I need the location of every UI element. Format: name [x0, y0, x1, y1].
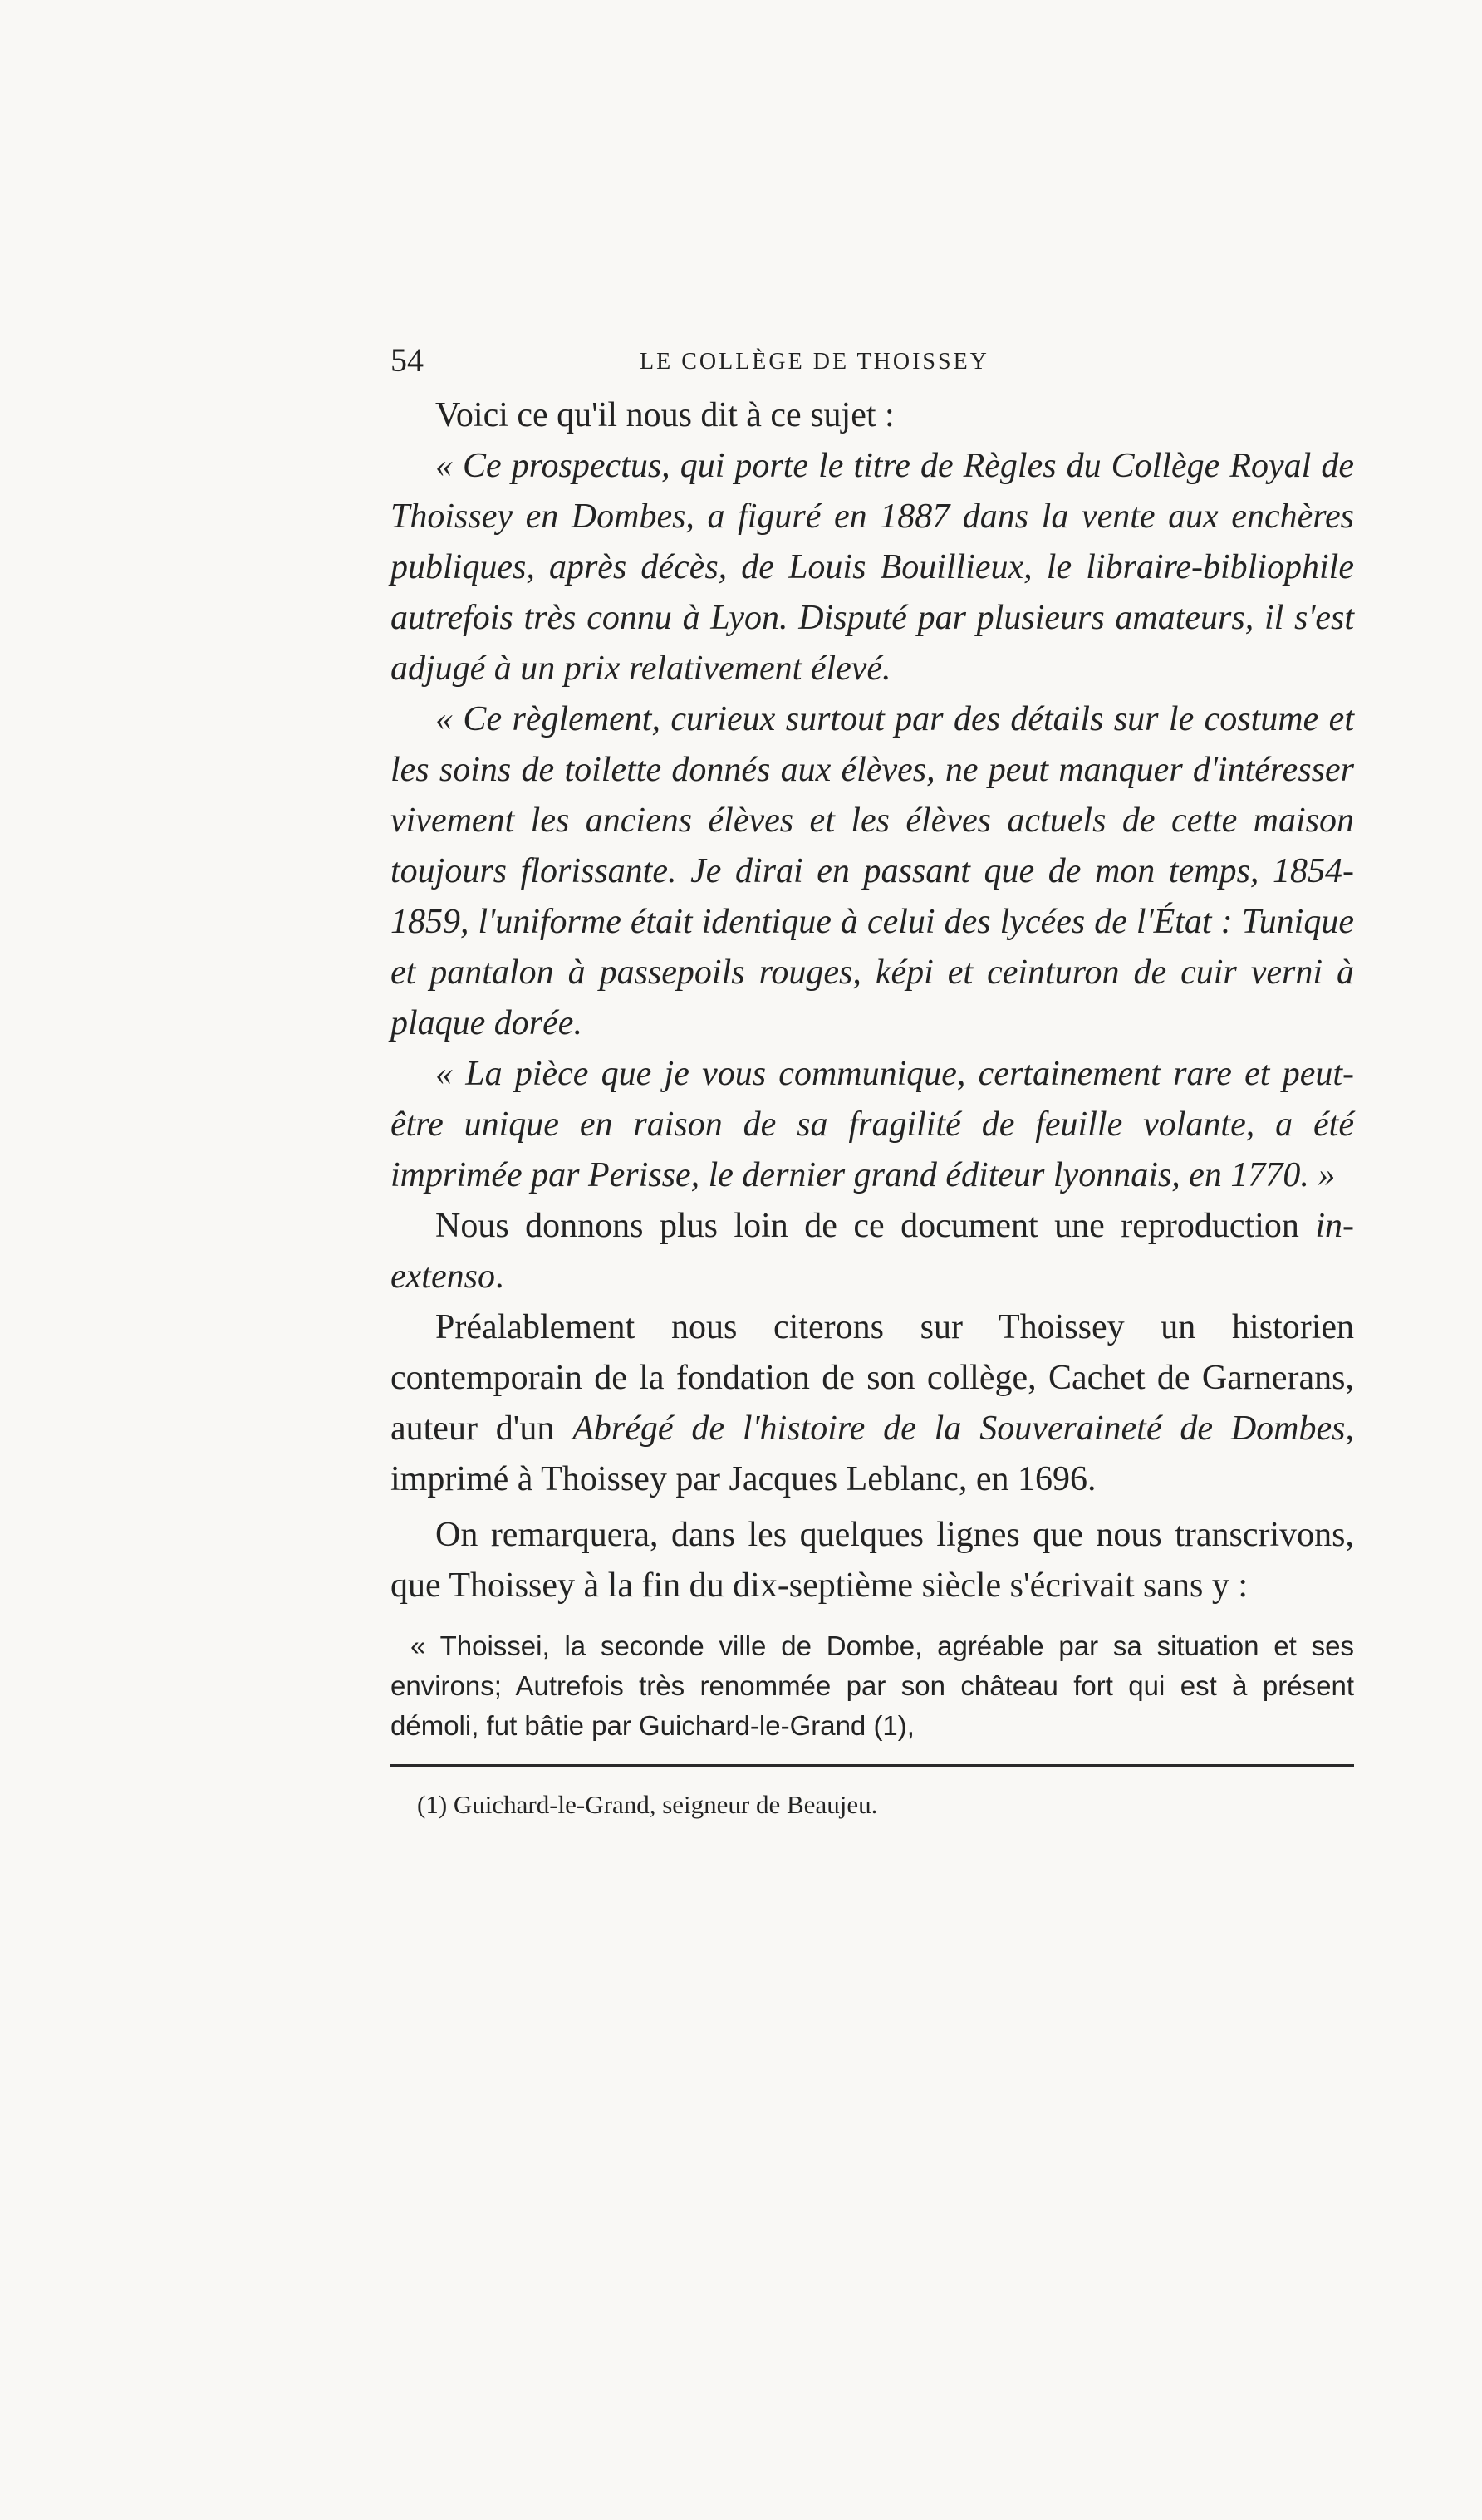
paragraph-remark: On remarquera, dans les quelques lignes que nous transcrivons, que Thoissey à la fin du dix-septième siècle s'écrivait sans y : — [390, 1516, 1354, 1605]
quote-paragraph-3: « La pièce que je vous communique, certainement rare et peut-être unique en raison de sa fragilité de feuille volante, a été imprimée par Perisse, le dernier grand éditeur lyonnais, en 1770. » — [390, 1055, 1354, 1194]
paragraph-reproduction-text: Nous donnons plus loin de ce document une reproduction — [435, 1207, 1316, 1245]
intro-paragraph: Voici ce qu'il nous dit à ce sujet : — [435, 396, 895, 434]
book-title-abrege: Abrégé de l'histoire de la Souveraineté de Dombes, — [572, 1410, 1354, 1448]
quote-paragraph-2: « Ce règlement, curieux surtout par des détails sur le costume et les soins de toilette donnés aux élèves, ne peut manquer d'intéresser vivement les anciens élèves et les élèves actuels de cette maison toujours florissante. Je dirai en passant que de mon temps, 1854-1859, l'uniforme était identique à celui des lycées de l'État : Tunique et pantalon à passepoils rouges, képi et ceinturon de cuir verni à plaque dorée. — [390, 700, 1354, 1042]
book-page — [390, 341, 1354, 1821]
page-header — [390, 341, 1354, 390]
running-title: LE COLLÈGE DE THOISSEY — [640, 349, 989, 375]
footnote-divider — [390, 1764, 1354, 1767]
footnote: (1) Guichard-le-Grand, seigneur de Beaujeu. — [417, 1790, 878, 1819]
in-extenso-term: in-extenso — [390, 1207, 1354, 1296]
page-number: 54 — [390, 341, 424, 379]
paragraph-historian — [390, 1302, 1354, 1505]
citation-block: « Thoissei, la seconde ville de Dombe, agréable par sa situation et ses environs; Autrefois très renommée par son château fort qui est à présent démoli, fut bâtie par Guichard-le-Grand (1), — [390, 1630, 1354, 1741]
paragraph-reproduction-end: . — [494, 1258, 504, 1296]
paragraph-reproduction — [390, 1201, 1354, 1302]
quote-paragraph-1: « Ce prospectus, qui porte le titre de Règles du Collège Royal de Thoissey en Dombes, a figuré en 1887 dans la vente aux enchères publiques, après décès, de Louis Bouillieux, le libraire-bibliophile autrefois très connu à Lyon. Disputé par plusieurs amateurs, il s'est adjugé à un prix relativement élevé. — [390, 447, 1354, 688]
paragraph-historian-end: imprimé à Thoissey par Jacques Leblanc, en 1696. — [390, 1460, 1097, 1498]
paragraph-historian-text: Préalablement nous citerons sur Thoissey un historien contemporain de la fondation de son collège, Cachet de Garnerans, auteur d'un — [390, 1308, 1354, 1448]
